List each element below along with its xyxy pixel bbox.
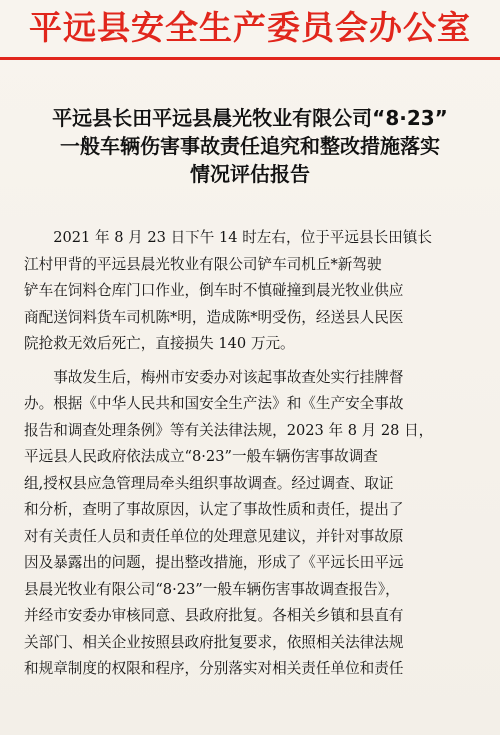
paragraph-line: 2021 年 8 月 23 日下午 14 时左右，位于平远县长田镇长: [24, 229, 432, 246]
paragraph-line: 院抢救无效后死亡，直接损失 140 万元。: [24, 335, 295, 352]
paragraph-line: 因及暴露出的问题，提出整改措施，形成了《平远长田平远: [24, 554, 404, 571]
paragraph-line: 办。根据《中华人民共和国安全生产法》和《生产安全事故: [24, 395, 404, 412]
paragraph-line: 报告和调查处理条例》等有关法律法规，2023 年 8 月 28 日，: [24, 421, 434, 439]
paragraph-1: [24, 225, 482, 358]
masthead-title: 平远县安全生产委员会办公室: [29, 8, 471, 47]
paragraph-line: 江村甲背的平远县晨光牧业有限公司铲车司机丘*新驾驶: [24, 255, 382, 273]
paragraph-line: 组,授权县应急管理局牵头组织事故调查。经过调查、取证: [24, 474, 394, 492]
masthead-red-rule: [0, 57, 500, 60]
document-body: [24, 225, 482, 683]
paragraph-line: 商配送饲料货车司机陈*明，造成陈*明受伤，经送县人民医: [24, 308, 404, 326]
paragraph-line: 关部门、相关企业按照县政府批复要求，依照相关法律法规: [24, 633, 404, 651]
paragraph-line: 县晨光牧业有限公司“8·23”一般车辆伤害事故调查报告》，: [24, 580, 400, 598]
paragraph-line: 并经市安委办审核同意、县政府批复。各相关乡镇和县直有: [24, 607, 404, 624]
paragraph-line: 和分析，查明了事故原因，认定了事故性质和责任，提出了: [24, 501, 404, 518]
paragraph-line: 铲车在饲料仓库门口作业，倒车时不慎碰撞到晨光牧业供应: [24, 282, 404, 299]
title-line-2: 一般车辆伤害事故责任追究和整改措施落实: [60, 134, 440, 158]
paragraph-line: 事故发生后，梅州市安委办对该起事故查处实行挂牌督: [24, 368, 404, 386]
paragraph-line: 和规章制度的权限和程序，分别落实对相关责任单位和责任: [24, 660, 404, 677]
paragraph-line: 平远县人民政府依法成立“8·23”一般车辆伤害事故调查: [24, 448, 378, 465]
title-line-3: 情况评估报告: [190, 162, 310, 186]
title-line-1: 平远县长田平远县晨光牧业有限公司“8·23”: [52, 106, 448, 130]
document-title: [10, 104, 490, 188]
paragraph-gap: [24, 358, 482, 365]
paragraph-2: [24, 365, 482, 683]
paragraph-line: 对有关责任人员和责任单位的处理意见建议，并针对事故原: [24, 527, 404, 545]
